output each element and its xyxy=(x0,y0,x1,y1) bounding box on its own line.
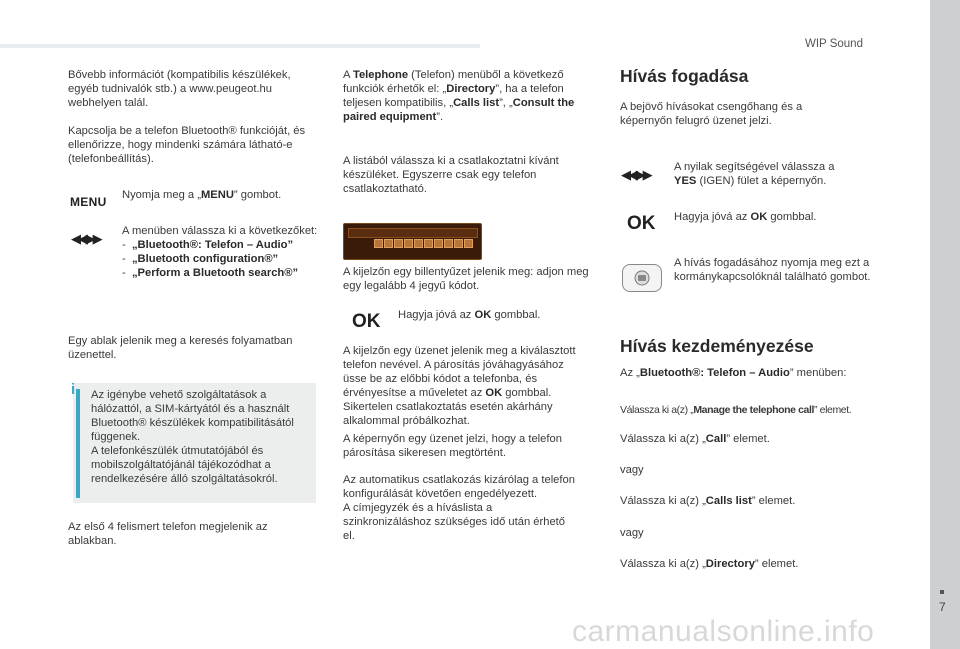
first-phones-paragraph: Az első 4 felismert telefon megjelenik az ablakban. xyxy=(68,521,268,547)
keypad-paragraph: A kijelzőn egy billentyűzet jelenik meg: adjon meg egy legalább 4 jegyű kódot. xyxy=(343,266,589,292)
select-directory-line: Válassza ki a(z) „Directory” elemet. xyxy=(620,558,799,570)
menu-option-3: - „Perform a Bluetooth search®” xyxy=(122,267,299,279)
make-call-menu-line: Az „Bluetooth®: Telefon – Audio” menüben: xyxy=(620,367,847,379)
section-header: WIP Sound xyxy=(805,38,863,50)
select-device-paragraph: A listából válassza ki a csatlakoztatni kívánt készüléket. Egyszerre csak egy telefon csatlakoztatható. xyxy=(343,155,559,195)
info-accent-bar xyxy=(76,389,80,498)
paired-success-paragraph: A képernyőn egy üzenet jelzi, hogy a telefon párosítása sikeresen megtörtént. xyxy=(343,433,562,459)
ok-step: Hagyja jóvá az OK gombbal. xyxy=(398,309,541,321)
heading-make-call: Hívás kezdeményezése xyxy=(620,336,814,356)
select-calls-list-line: Válassza ki a(z) „Calls list” elemet. xyxy=(620,495,796,507)
telephone-menu-paragraph: A Telephone (Telefon) menüből a következő funkciók érhetők el: „Directory”, ha a telefon teljesen kompatibilis, „Calls list”, „Consult the paired equipment”. xyxy=(343,69,575,123)
heading-receive-call: Hívás fogadása xyxy=(620,66,749,86)
select-call-line: Válassza ki a(z) „Call” elemet. xyxy=(620,433,770,445)
arrow-buttons-icon: ◀◀ ▶▶ xyxy=(71,231,100,246)
or-separator-1: vagy xyxy=(620,464,644,476)
info-text: Az igénybe vehető szolgáltatások a hálózattól, a SIM-kártyától és a használt Bluetooth® készülékek kompatibilitásától függenek. A telefonkészülék útmutatójából és mobilszolgáltatójánál tájékozódhat a rendelkezésére álló szolgáltatásokról. xyxy=(91,389,294,485)
keypad-screen-image xyxy=(343,223,482,260)
select-yes-step: A nyilak segítségével válassza a YES (IGEN) fület a képernyőn. xyxy=(674,161,835,187)
ok-button-icon: OK xyxy=(627,213,656,234)
incoming-call-paragraph: A bejövő hívásokat csengőhang és a képernyőn felugró üzenet jelzi. xyxy=(620,101,803,127)
pairing-paragraph: A kijelzőn egy üzenet jelenik meg a kiválasztott telefon nevével. A párosítás jóváhagyásához üsse be az előbbi kódot a telefonba, és érvényesítse a műveletet az OK gombbal. Sikertelen csatlakoztatás esetén akárhány alkalommal próbálkozhat. xyxy=(343,345,576,427)
or-separator-2: vagy xyxy=(620,527,644,539)
answer-call-step: A hívás fogadásához nyomja meg ezt a kormánykapcsolóknál található gombot. xyxy=(674,257,871,283)
info-icon: i xyxy=(71,381,76,398)
menu-option-2: - „Bluetooth configuration®” xyxy=(122,253,279,265)
bluetooth-paragraph: Kapcsolja be a telefon Bluetooth® funkcióját, és ellenőrizze, hogy mindenki számára látható-e (telefonbeállítás). xyxy=(68,125,306,165)
arrow-buttons-icon: ◀◀ ▶▶ xyxy=(621,167,650,182)
step-press-menu: Nyomja meg a „MENU” gombot. xyxy=(122,189,282,201)
step-menu-select xyxy=(122,224,322,280)
search-paragraph: Egy ablak jelenik meg a keresés folyamatban üzenettel. xyxy=(68,335,293,361)
steering-switch-icon xyxy=(622,264,662,292)
intro-paragraph: Bővebb információt (kompatibilis készülékek, egyéb tudnivalók stb.) a www.peugeot.hu webhelyen talál. xyxy=(68,69,291,109)
menu-option-1: - „Bluetooth®: Telefon – Audio” xyxy=(122,239,294,251)
page-number: 7 xyxy=(939,600,946,614)
page-marker xyxy=(940,590,944,594)
confirm-ok-step: Hagyja jóvá az OK gombbal. xyxy=(674,211,817,223)
top-rule xyxy=(0,44,480,48)
watermark-text: carmanualsonline.info xyxy=(572,615,875,648)
ok-button-icon: OK xyxy=(352,311,381,332)
side-tab xyxy=(930,0,960,649)
menu-button-icon: MENU xyxy=(70,195,107,209)
auto-connect-paragraph: Az automatikus csatlakozás kizárólag a telefon konfigurálását követően engedélyezett. A címjegyzék és a híváslista a szinkronizáláshoz szükséges idő után érhető el. xyxy=(343,474,575,542)
step-menu-intro: A menüben válassza ki a következőket: xyxy=(122,225,318,237)
manage-call-line: Válassza ki a(z) „Manage the telephone call” elemet. xyxy=(620,404,852,416)
